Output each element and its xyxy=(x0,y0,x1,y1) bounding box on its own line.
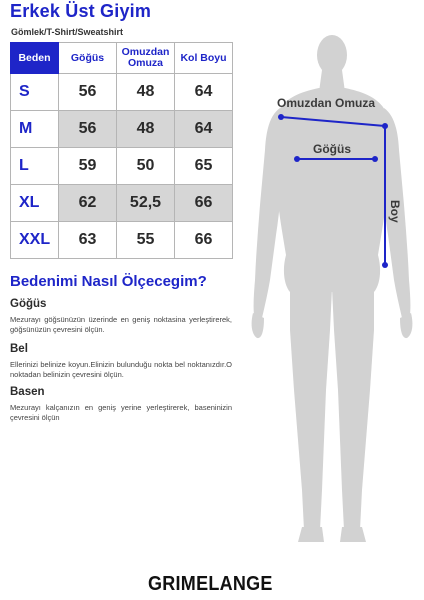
guide-waist-text: Ellerinizi belinize koyun.Elinizin bulunduğu nokta bel noktanızdır.O noktadan belinizin çevresini ölçün. xyxy=(10,360,232,379)
page-subtitle: Gömlek/T-Shirt/Sweatshirt xyxy=(11,27,124,37)
shoulder-cell: 48 xyxy=(117,111,175,148)
body-figure xyxy=(240,30,424,570)
chest-cell: 63 xyxy=(59,222,117,259)
sleeve-cell: 66 xyxy=(175,185,233,222)
guide-heading: Bedenimi Nasıl Ölçecegim? xyxy=(10,273,207,290)
brand-logo: GRIMELANGE xyxy=(148,573,273,595)
guide-hip-title: Basen xyxy=(10,386,45,398)
shoulder-measure-label: Omuzdan Omuza xyxy=(277,96,376,110)
chest-cell: 59 xyxy=(59,148,117,185)
guide-chest-text: Mezurayı göğsünüzün üzerinde en geniş noktasina yerleştirerek, göğsünüzün çevresini ölçün. xyxy=(10,315,232,334)
chest-measure-label: Göğüs xyxy=(313,142,351,156)
shoulder-cell: 50 xyxy=(117,148,175,185)
size-cell: XL xyxy=(11,185,59,222)
size-cell: S xyxy=(11,74,59,111)
sleeve-cell: 64 xyxy=(175,111,233,148)
guide-hip-text: Mezurayı kalçanızın en geniş yerine yerleştirerek, baseninizin çevresini ölçün xyxy=(10,403,232,422)
chest-cell: 56 xyxy=(59,111,117,148)
table-row xyxy=(11,148,233,185)
chest-cell: 62 xyxy=(59,185,117,222)
sleeve-cell: 65 xyxy=(175,148,233,185)
shoulder-cell: 48 xyxy=(117,74,175,111)
table-row xyxy=(11,185,233,222)
page-title: Erkek Üst Giyim xyxy=(10,1,152,21)
size-table xyxy=(10,42,233,259)
chest-cell: 56 xyxy=(59,74,117,111)
table-row xyxy=(11,222,233,259)
header-chest: Göğüs xyxy=(59,43,117,74)
size-table-header-row xyxy=(11,43,233,74)
human-silhouette xyxy=(252,35,413,542)
size-cell: XXL xyxy=(11,222,59,259)
table-row xyxy=(11,74,233,111)
shoulder-cell: 52,5 xyxy=(117,185,175,222)
table-row xyxy=(11,111,233,148)
header-size: Beden xyxy=(11,43,59,74)
shoulder-cell: 55 xyxy=(117,222,175,259)
header-shoulder-label: Omuzdan Omuza xyxy=(121,46,170,69)
sleeve-cell: 64 xyxy=(175,74,233,111)
header-shoulder xyxy=(117,43,175,74)
guide-chest-title: Göğüs xyxy=(10,298,47,310)
sleeve-measure-label: Boy xyxy=(388,200,402,223)
guide-waist-title: Bel xyxy=(10,343,28,355)
size-cell: M xyxy=(11,111,59,148)
header-sleeve: Kol Boyu xyxy=(175,43,233,74)
sleeve-cell: 66 xyxy=(175,222,233,259)
size-cell: L xyxy=(11,148,59,185)
